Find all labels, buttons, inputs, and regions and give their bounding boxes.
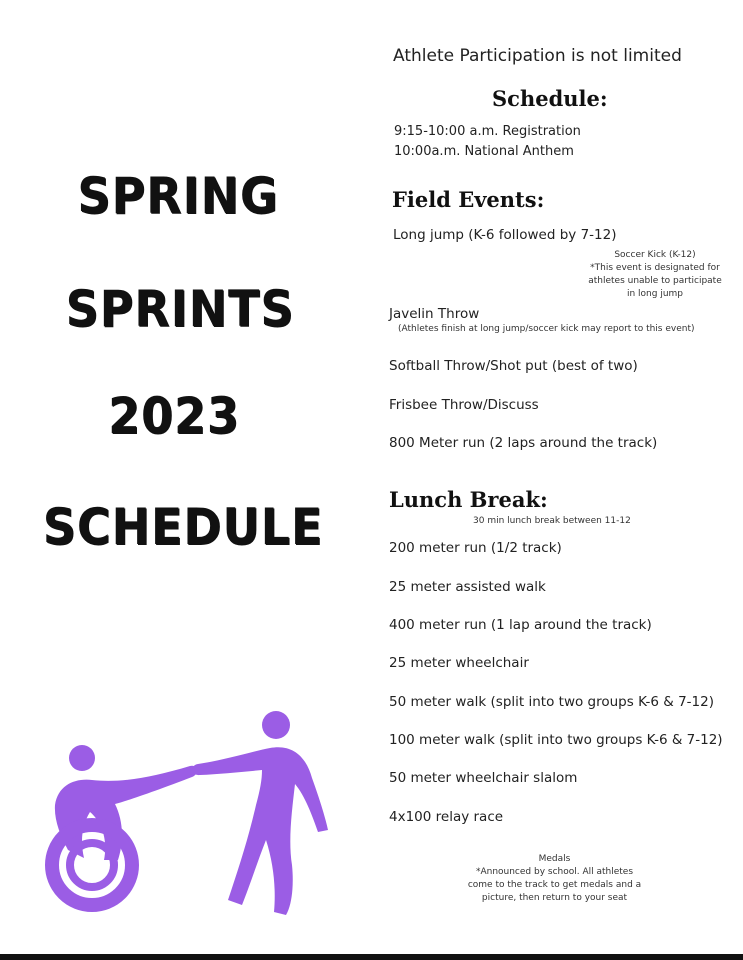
field-events-heading: Field Events:: [392, 187, 545, 212]
event-100m-walk: 100 meter walk (split into two groups K-6 & 7-12): [389, 732, 723, 748]
lunch-break-note: 30 min lunch break between 11-12: [473, 516, 631, 526]
title-line-sprints: SPRINTS: [65, 280, 295, 338]
schedule-heading: Schedule:: [492, 86, 608, 111]
lunch-break-heading: Lunch Break:: [389, 487, 548, 512]
event-relay: 4x100 relay race: [389, 809, 504, 825]
title-line-year: 2023: [108, 387, 240, 445]
event-50m-slalom: 50 meter wheelchair slalom: [389, 770, 578, 786]
title-line-schedule: SCHEDULE: [42, 498, 324, 556]
long-jump: Long jump (K-6 followed by 7-12): [393, 227, 617, 243]
registration-time: 9:15-10:00 a.m. Registration: [394, 124, 581, 139]
title-line-spring: SPRING: [77, 167, 279, 225]
event-25m-wheelchair: 25 meter wheelchair: [389, 655, 529, 671]
frisbee-throw: Frisbee Throw/Discuss: [389, 397, 539, 413]
javelin-note: (Athletes finish at long jump/soccer kick may report to this event): [398, 324, 695, 334]
event-50m-walk: 50 meter walk (split into two groups K-6 & 7-12): [389, 694, 714, 710]
event-200m: 200 meter run (1/2 track): [389, 540, 562, 556]
anthem-time: 10:00a.m. National Anthem: [394, 144, 574, 159]
javelin-throw: Javelin Throw: [389, 306, 480, 322]
event-400m: 400 meter run (1 lap around the track): [389, 617, 652, 633]
medals-note: Medals *Announced by school. All athletes come to the track to get medals and a picture, then return to your seat: [467, 854, 642, 903]
event-25m-assisted: 25 meter assisted walk: [389, 579, 546, 595]
800-meter-run: 800 Meter run (2 laps around the track): [389, 435, 658, 451]
handshake-logo-icon: [30, 700, 340, 930]
bottom-border: [0, 954, 743, 960]
soccer-kick-note: Soccer Kick (K-12) *This event is designated for athletes unable to participate in long jump: [588, 250, 722, 299]
softball-throw: Softball Throw/Shot put (best of two): [389, 358, 638, 374]
participation-text: Athlete Participation is not limited: [393, 46, 682, 66]
